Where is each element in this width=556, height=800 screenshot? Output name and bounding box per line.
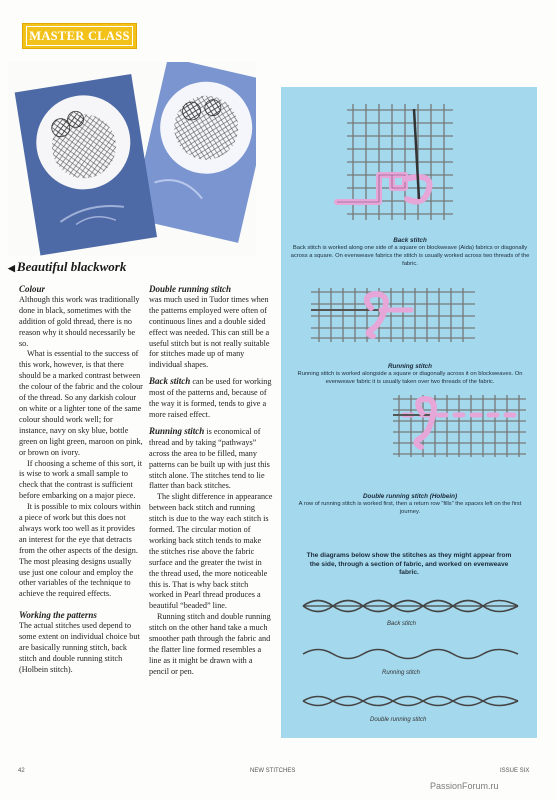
back-stitch-lead: Back stitch bbox=[149, 376, 191, 387]
paragraph: Although this work was traditionally done in black, sometimes with the addition of gold thread, there is no reason why it should necessarily be so. bbox=[19, 294, 140, 348]
paragraph: What is essential to the success of this work, however, is that there should be a marked contrast between the colour of the fabric and the colour of the thread. So any darkish colour on white or a lighter tone of the same colour should work well; for instance, navy on sky blue, bottle green on light green, maroon on pink, or brown on ivory. bbox=[19, 349, 143, 457]
article-column-1 bbox=[19, 284, 143, 676]
double-running-subheading: Double running stitch bbox=[149, 284, 232, 294]
paragraph-text: is economical of thread and by taking “pathways” across the area to be filled, many patterns can be built up with just this stitch alone. The stitches tend to lie flatter than back stitches. bbox=[149, 426, 270, 491]
badge-label: MASTER CLASS bbox=[26, 26, 133, 46]
running-stitch-lead: Running stitch bbox=[149, 425, 205, 436]
side-double-label: Double running stitch bbox=[370, 717, 427, 723]
side-running-stitch-diagram bbox=[298, 645, 523, 663]
back-stitch-caption: Back stitch is worked along one side of a square on blockweave (Aida) fabrics or diagonally across a square. On evenweave fabrics the stitch is usually worked across two threads of the fabric. bbox=[290, 245, 530, 267]
paragraph: If choosing a scheme of this sort, it is wise to work a small sample to check that the contrast is sufficient before embarking on a major piece. bbox=[19, 458, 143, 501]
article-column-2 bbox=[149, 284, 273, 678]
running-stitch-title: Running stitch bbox=[387, 363, 433, 370]
side-double-running-diagram bbox=[298, 690, 523, 712]
patterns-subheading: Working the patterns bbox=[19, 610, 97, 621]
side-back-label: Back stitch bbox=[387, 621, 417, 627]
paragraph: was much used in Tudor times when the patterns employed were often of continuous lines and a double sided effect was needed. This can still be a useful stitch but is not really suitable for stitches made up of many individual shapes. bbox=[149, 294, 270, 370]
back-stitch-title: Back stitch bbox=[393, 237, 427, 244]
side-view-intro: The diagrams below show the stitches as they might appear from the side, through a section of fabric, and worked on evenweave fabric. bbox=[306, 552, 512, 577]
double-running-stitch-diagram bbox=[281, 395, 537, 485]
back-stitch-diagram bbox=[281, 87, 537, 235]
double-running-title: Double running stitch (Holbein) bbox=[362, 493, 458, 500]
paragraph: Running stitch and double running stitch on the other hand take a much smoother path through the fabric and the flatter line formed resembles a line as it might be drawn with a pencil or pen. bbox=[149, 612, 271, 676]
issue-label: ISSUE SIX bbox=[500, 768, 530, 774]
side-running-label: Running stitch bbox=[382, 670, 421, 676]
paragraph: The slight difference in appearance between back stitch and running stitch is due to the way each stitch is formed. The circular motion of working back stitch tends to make the stitches rise above the fabric surface and the greater the twist in the thread used, the more noticeable this is. That is why back stitch worked in Pearl thread produces a beautiful “beaded” line. bbox=[149, 492, 273, 611]
magazine-name: NEW STITCHES bbox=[250, 768, 296, 774]
paragraph bbox=[149, 426, 273, 492]
double-running-caption: A row of running stitch is worked first, then a return row “fills” the spaces left on the first journey. bbox=[298, 501, 522, 515]
colour-subheading: Colour bbox=[19, 284, 46, 294]
section-heading bbox=[8, 259, 126, 275]
paragraph: The actual stitches used depend to some extent on individual choice but are basically running stitch, back stitch and double running stitch (Holbein stitch). bbox=[19, 621, 140, 674]
paragraph bbox=[149, 376, 273, 421]
paragraph: It is possible to mix colours within a piece of work but this does not always work too well as it provides an interest for the eye that detracts from the other aspects of the design. The most pleasing designs usually use just one colour and employ the other variables of the technique to achieve the required effects. bbox=[19, 502, 141, 599]
watermark: PassionForum.ru bbox=[430, 781, 499, 791]
paragraph-text: can be used for working most of the patterns and, because of the way it is formed, tends to give a more raised effect. bbox=[149, 377, 272, 419]
page-number: 42 bbox=[18, 768, 25, 774]
running-stitch-caption: Running stitch is worked alongside a square or diagonally across it on blockweaves. On evenweave fabric it is usually taken over two threads of the fabric. bbox=[297, 371, 523, 385]
heading-text: Beautiful blackwork bbox=[16, 259, 127, 274]
running-stitch-diagram bbox=[281, 284, 537, 344]
arrow-icon: ◀ bbox=[8, 263, 15, 273]
blackwork-cards-photo bbox=[8, 62, 256, 256]
master-class-badge bbox=[22, 23, 137, 49]
side-back-stitch-diagram bbox=[298, 595, 523, 617]
